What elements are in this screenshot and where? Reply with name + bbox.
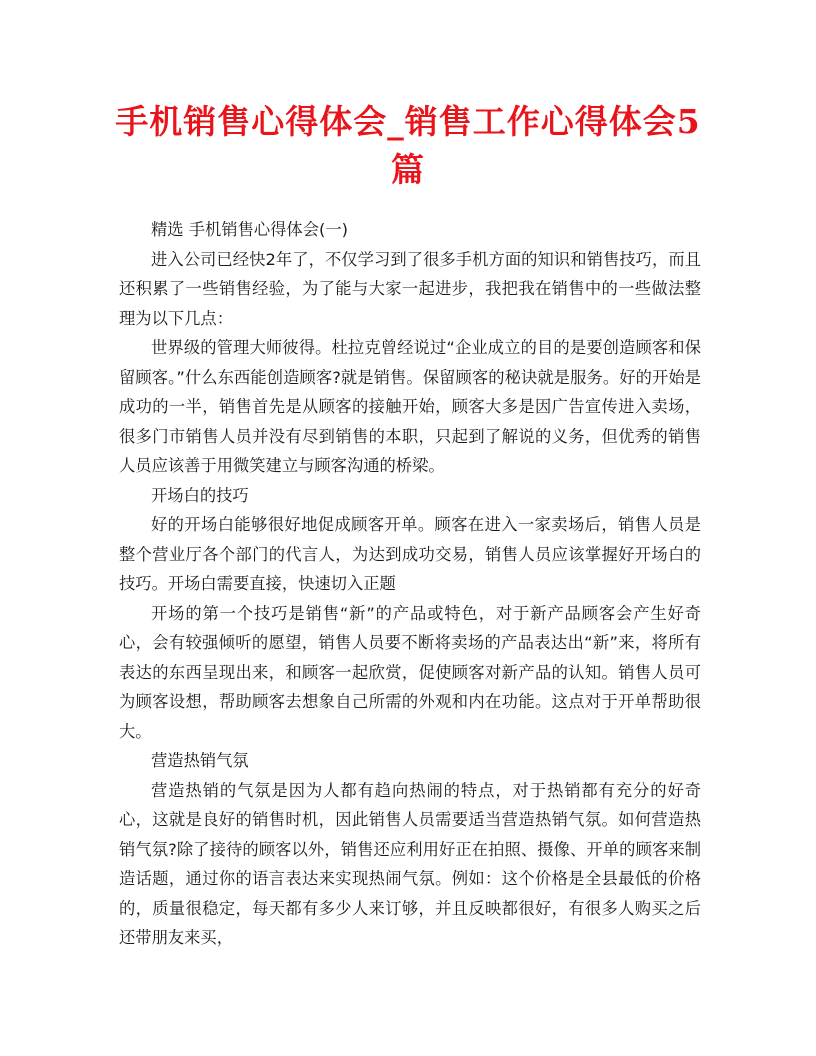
paragraph: 营造热销的气氛是因为人都有趋向热闹的特点，对于热销都有充分的好奇心，这就是良好的销售时机，因此销售人员需要适当营造热销气氛。如何营造热销气氛?除了接待的顾客以外，销售还应利用好正在拍照、摄像、开单的顾客来制造话题，通过你的语言表达来实现热闹气氛。例如：这个价格是全县最低的价格的，质量很稳定，每天都有多少人来订够，并且反映都很好，有很多人购买之后还带朋友来买， [119, 780, 701, 947]
paragraph: 好的开场白能够很好地促成顾客开单。顾客在进入一家卖场后，销售人员是整个营业厅各个部门的代言人，为达到成功交易，销售人员应该掌握好开场白的技巧。开场白需要直接，快速切入正题 [119, 515, 701, 593]
paragraph: 开场的第一个技巧是销售“新”的产品或特色，对于新产品顾客会产生好奇心，会有较强倾听的愿望，销售人员要不断将卖场的产品表达出“新”来，将所有表达的东西呈现出来，和顾客一起欣赏，促使顾客对新产品的认知。销售人员可为顾客设想，帮助顾客去想象自己所需的外观和内在功能。这点对于开单帮助很大。 [119, 603, 701, 741]
paragraph-subheading: 开场白的技巧 [151, 485, 249, 505]
document-body [119, 215, 701, 953]
paragraph: 进入公司已经快2年了，不仅学习到了很多手机方面的知识和销售技巧，而且还积累了一些销售经验，为了能与大家一起进步，我把我在销售中的一些做法整理为以下几点： [119, 249, 701, 328]
paragraph-subheading: 营造热销气氛 [151, 751, 249, 770]
paragraph: 世界级的管理大师彼得。杜拉克曾经说过“企业成立的目的是要创造顾客和保留顾客。”什么东西能创造顾客?就是销售。保留顾客的秘诀就是服务。好的开始是成功的一半，销售首先是从顾客的接触开始，顾客大多是因广告宣传进入卖场，很多门市销售人员并没有尽到销售的本职，只起到了解说的义务，但优秀的销售人员应该善于用微笑建立与顾客沟通的桥梁。 [119, 338, 701, 475]
document-title: 手机销售心得体会_销售工作心得体会5篇 [115, 102, 701, 189]
paragraph-section-heading: 精选 手机销售心得体会(一) [151, 220, 348, 239]
